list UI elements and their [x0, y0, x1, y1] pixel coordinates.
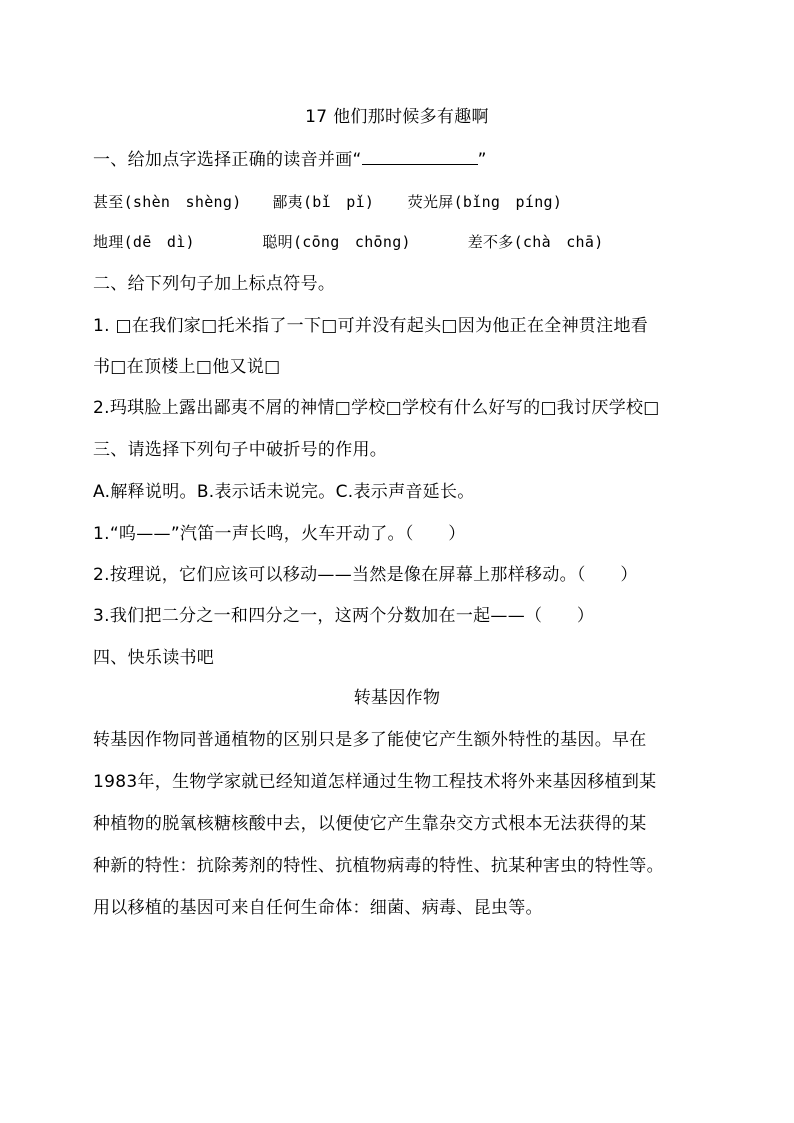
pinyin-row-2: [93, 232, 604, 252]
section2-heading: 二、给下列句子加上标点符号。: [93, 274, 336, 294]
dash-question-3: 3.我们把二分之一和四分之一，这两个分数加在一起——（ ）: [93, 606, 595, 626]
passage-title: 转基因作物: [353, 688, 441, 708]
pinyin-item: 鄙夷(bǐ pǐ): [272, 193, 375, 211]
pinyin-item: 聪明(cōng chōng): [262, 233, 411, 251]
pinyin-item: 差不多(chà chā): [467, 233, 604, 251]
section1-heading-end: ”: [477, 150, 487, 170]
passage-line: 种新的特性：抗除莠剂的特性、抗植物病毒的特性、抗某种害虫的特性等。: [93, 856, 664, 876]
passage-line: 1983年，生物学家就已经知道怎样通过生物工程技术将外来基因移植到某: [93, 772, 657, 792]
dash-question-2: 2.按理说，它们应该可以移动——当然是像在屏幕上那样移动。（ ）: [93, 565, 638, 585]
pinyin-item: 地理(dē dì): [93, 233, 195, 251]
pinyin-row-1: [93, 192, 562, 212]
section1-heading-text: 一、给加点字选择正确的读音并画“: [93, 150, 362, 170]
dash-question-1: 1.“呜——”汽笛一声长鸣，火车开动了。（ ）: [93, 524, 466, 544]
section4-heading: 四、快乐读书吧: [93, 648, 215, 668]
passage-line: 转基因作物同普通植物的区别只是多了能使它产生额外特性的基因。早在: [93, 730, 647, 750]
punctuation-question-2: 2.玛琪脸上露出鄙夷不屑的神情□学校□学校有什么好写的□我讨厌学校□: [93, 398, 660, 418]
punctuation-question-1-line-2: 书□在顶楼上□他又说□: [93, 357, 281, 377]
answer-underline: [362, 150, 478, 165]
passage-line: 种植物的脱氧核糖核酸中去，以便使它产生靠杂交方式根本无法获得的某: [93, 814, 647, 834]
dash-options: A.解释说明。B.表示话未说完。C.表示声音延长。: [93, 482, 475, 502]
pinyin-item: 甚至(shèn shèng): [93, 193, 242, 211]
section3-heading: 三、请选择下列句子中破折号的作用。: [93, 440, 388, 460]
section1-heading: [93, 150, 487, 170]
passage-line: 用以移植的基因可来自任何生命体：细菌、病毒、昆虫等。: [93, 898, 543, 918]
page-title: 17 他们那时候多有趣啊: [305, 107, 489, 127]
pinyin-item: 荧光屏(bǐng píng): [407, 193, 563, 211]
punctuation-question-1-line-1: 1. □在我们家□托米指了一下□可并没有起头□因为他正在全神贯注地看: [93, 316, 649, 336]
